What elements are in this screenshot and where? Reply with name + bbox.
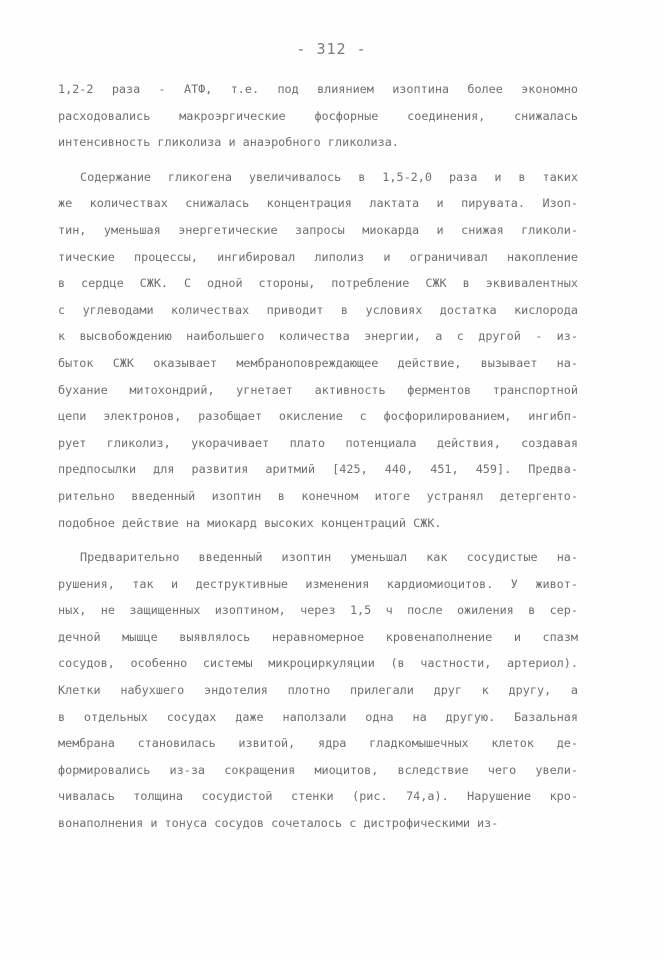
page-number: - 312 - bbox=[296, 40, 367, 58]
text-line: рует гликолиз, укорачивает плато потенциала действия, создавая bbox=[58, 435, 578, 450]
text-line: расходовались макроэргические фосфорные соединения, снижалась bbox=[58, 108, 578, 123]
text-line: мембрана становилась извитой, ядра гладкомышечных клеток де- bbox=[58, 736, 578, 751]
text-line: чивалась толщина сосудистой стенки (рис. 74,а). Нарушение кро- bbox=[58, 789, 578, 804]
text-line: же количествах снижалась концентрация лактата и пирувата. Изоп- bbox=[58, 196, 578, 211]
text-line: быток СЖК оказывает мембраноповреждающее действие, вызывает на- bbox=[58, 355, 578, 370]
paragraph-2 bbox=[58, 164, 578, 536]
text-line: предпосылки для развития аритмий [425, 440, 451, 459]. Предва- bbox=[58, 462, 578, 477]
text-line: к высвобождению наибольшего количества энергии, а с другой - из- bbox=[58, 329, 578, 344]
body-text bbox=[58, 76, 578, 845]
text-line: интенсивность гликолиза и анаэробного гликолиза. bbox=[58, 135, 399, 150]
text-line: сосудов, особенно системы микроциркуляции (в частности, артериол). bbox=[58, 656, 578, 671]
text-line: формировались из-за сокращения миоцитов, вследствие чего увели- bbox=[58, 762, 578, 777]
text-line: Предварительно введенный изоптин уменьшал как сосудистые на- bbox=[80, 550, 578, 565]
paragraph-1 bbox=[58, 76, 578, 156]
text-line: в сердце СЖК. С одной стороны, потребление СЖК в эквивалентных bbox=[58, 276, 578, 291]
text-line: дечной мышце выявлялось неравномерное кровенаполнение и спазм bbox=[58, 629, 578, 644]
text-line: 1,2-2 раза - АТФ, т.е. под влиянием изоптина более экономно bbox=[58, 82, 578, 96]
text-line: бухание митохондрий, угнетает активность ферментов транспортной bbox=[58, 382, 578, 397]
text-line: тические процессы, ингибировал липолиз и ограничивал накопление bbox=[58, 249, 578, 264]
text-line: в отдельных сосудах даже наползали одна на другую. Базальная bbox=[58, 709, 578, 724]
text-line: рушения, так и деструктивные изменения кардиомиоцитов. У живот- bbox=[58, 576, 578, 591]
text-line: тин, уменьшая энергетические запросы миокарда и снижая гликоли- bbox=[58, 222, 578, 237]
text-line: цепи электронов, разобщает окисление с фосфорилированием, ингибп- bbox=[58, 409, 578, 424]
text-line: с углеводами количествах приводит в условиях достатка кислорода bbox=[58, 302, 578, 317]
text-line: Содержание гликогена увеличивалось в 1,5-2,0 раза и в таких bbox=[80, 169, 578, 184]
text-line: подобное действие на миокард высоких концентраций СЖК. bbox=[58, 515, 442, 530]
text-line: вонаполнения и тонуса сосудов сочеталось с дистрофическими из- bbox=[58, 816, 499, 831]
text-line: рительно введенный изоптин в конечном итоге устранял детергенто- bbox=[58, 488, 578, 503]
text-line: ных, не защищенных изоптином, через 1,5 ч после ожиления в сер- bbox=[58, 603, 578, 618]
paragraph-3 bbox=[58, 544, 578, 837]
text-line: Клетки набухшего эндотелия плотно прилегали друг к другу, а bbox=[58, 683, 578, 698]
